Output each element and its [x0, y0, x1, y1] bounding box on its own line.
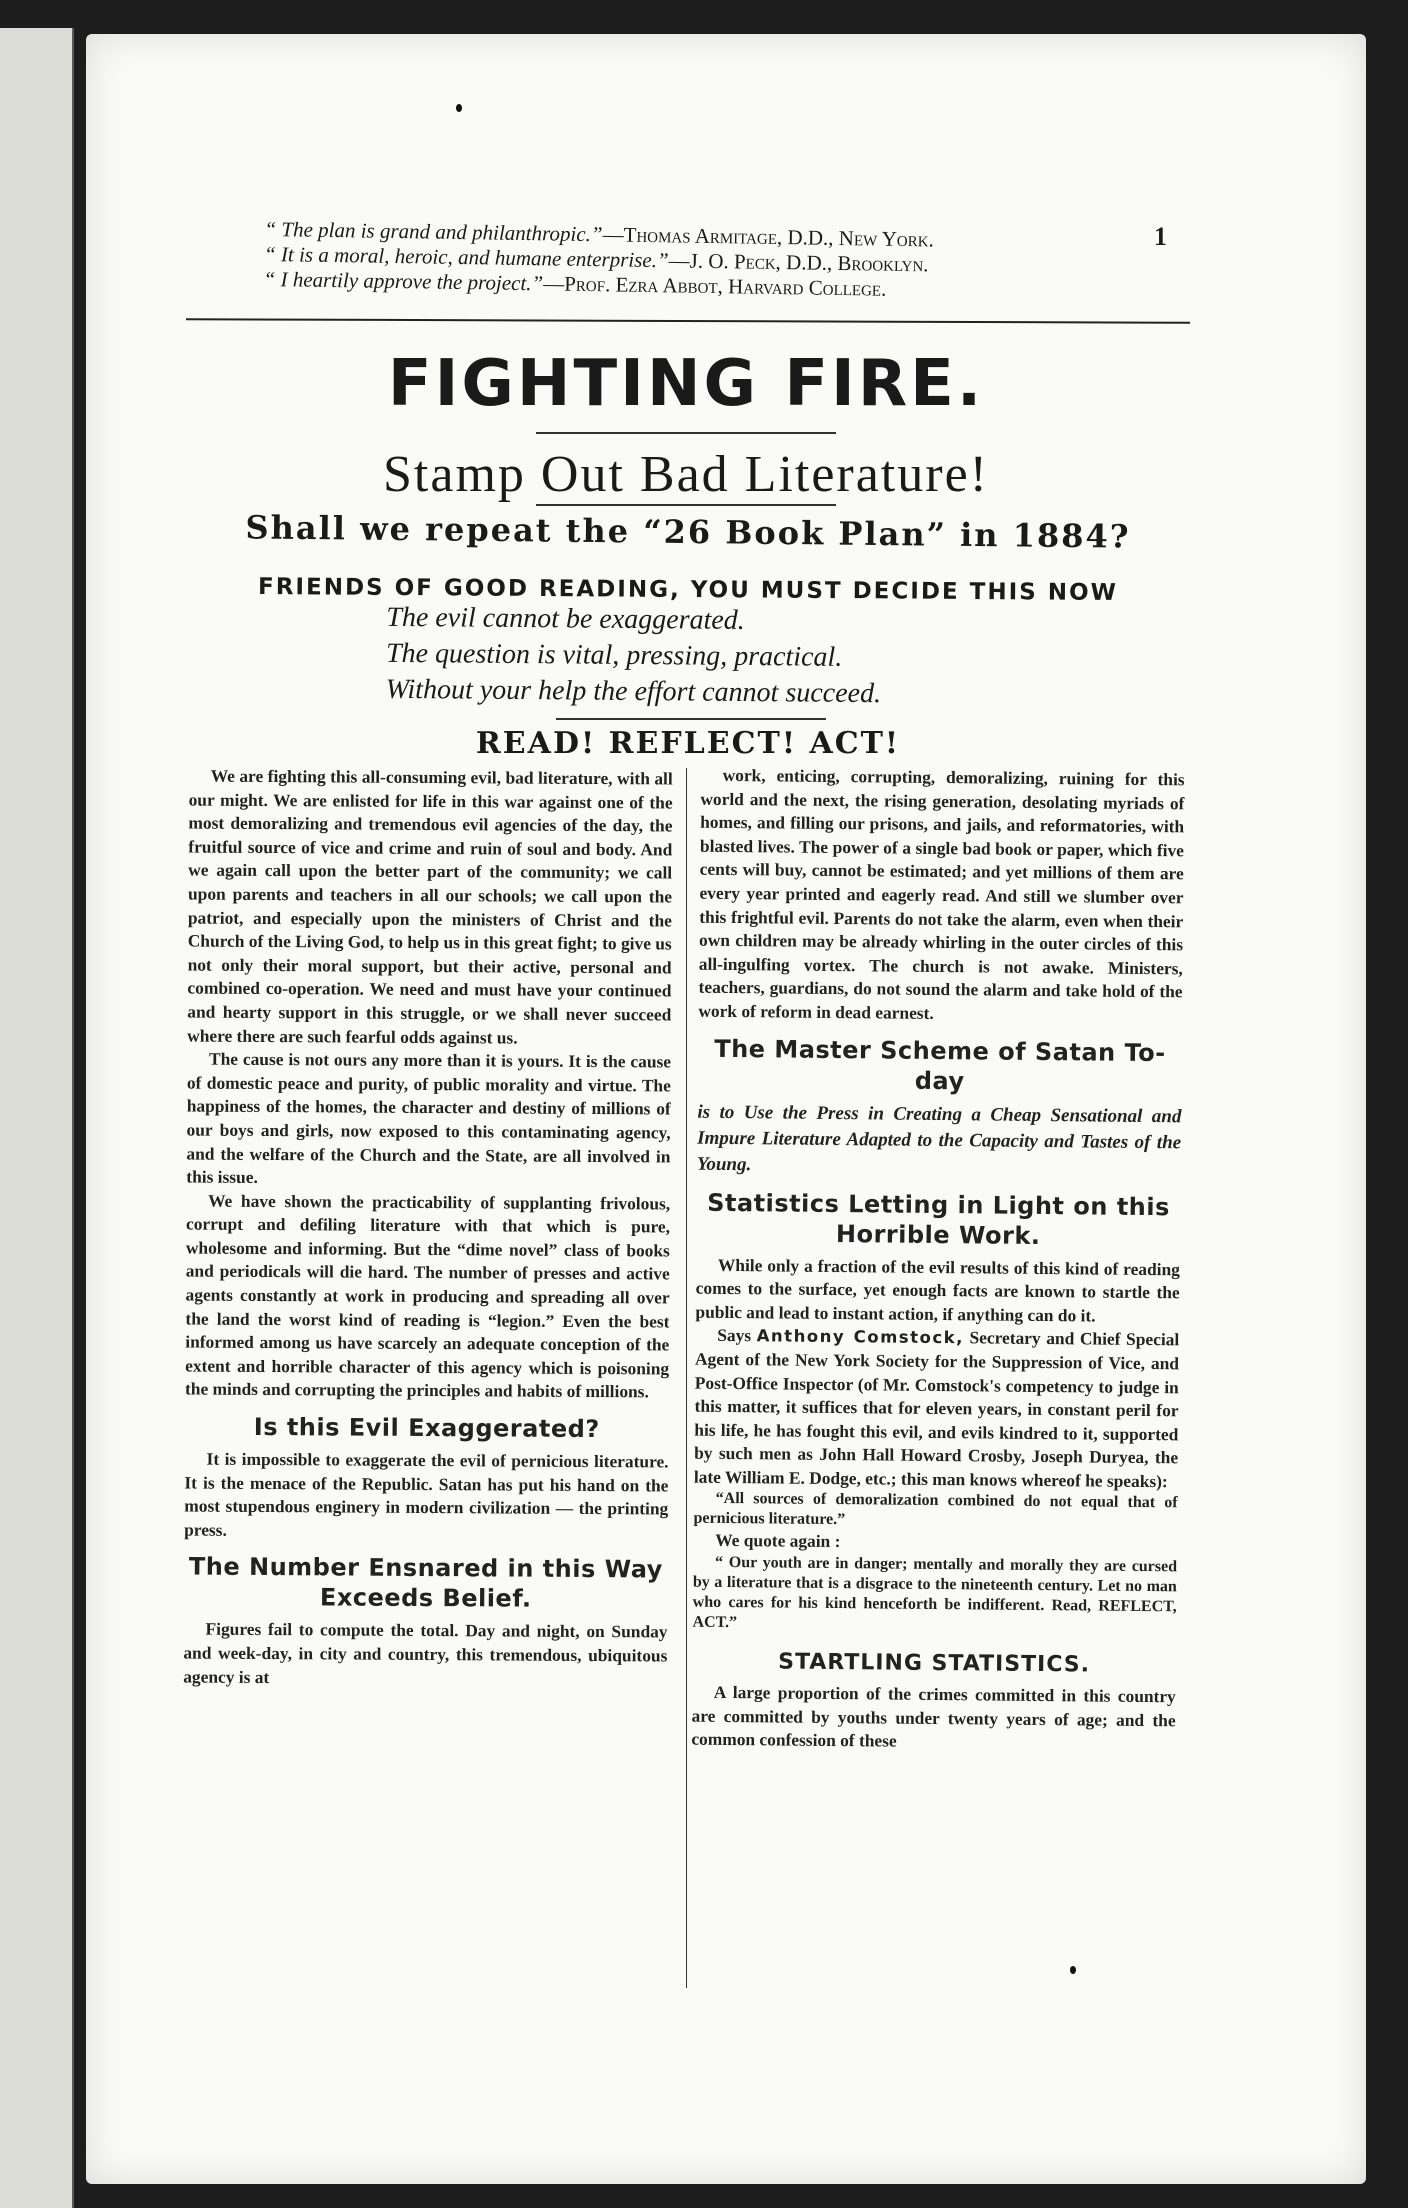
quotation: “All sources of demoralization combined do not equal that of pernicious literature.” — [693, 1490, 1178, 1529]
appeal-rule — [556, 718, 826, 720]
left-column — [183, 765, 673, 1692]
paragraph: While only a fraction of the evil results of this kind of reading comes to the surface, yet enough facts are known to startle the public and lead to instant action, if anything can do it. — [695, 1254, 1181, 1326]
section-heading: The Master Scheme of Satan To-day — [714, 1034, 1166, 1095]
appeal-line: The question is vital, pressing, practical. — [385, 637, 843, 673]
paragraph: A large proportion of the crimes committed in this country are committed by youths under twenty years of age; and the common confession of these — [691, 1681, 1176, 1751]
appeal-lines — [386, 600, 882, 712]
header-rule — [186, 318, 1190, 324]
appeal-line: Without your help the effort cannot succeed. — [385, 673, 882, 710]
subtitle: Stamp Out Bad Literature! — [383, 446, 989, 503]
section-heading: The Number Ensnared in this Way Exceeds Belief. — [188, 1552, 663, 1614]
paragraph: The cause is not ours any more than it is yours. It is the cause of domestic peace and purity, of public morality and virtue. The happiness of the homes, the character and destiny of millions of our boys and girls, now exposed to this contaminating agency, and the welfare of the Church and the State, are all involved in this issue. — [186, 1048, 672, 1188]
appeal-line: The evil cannot be exaggerated. — [386, 601, 745, 636]
person-name: Anthony Comstock, — [756, 1326, 964, 1348]
section-heading: Is this Evil Exaggerated? — [253, 1412, 600, 1444]
endorsement: “ I heartily approve the project.”—Prof. Ezra Abbot, Harvard College. — [263, 266, 887, 301]
paragraph: We are fighting this all-consuming evil, bad literature, with all our might. We are enlisted for life in this war against one of the most demoralizing and tremendous evil agencies of the day, the fruitful source of vice and crime and ruin of soul and body. And we again call upon the better part of the community; we call upon parents and teachers in all our schools; we call upon the patriot, and especially upon the ministers of Christ and the Church of the Living God, to help us in this great fight; to give us not only their moral support, but their active, personal and combined co-operation. We need and must have your continued and hearty support in this struggle, or we shall never succeed where there are such fearful odds against us. — [187, 765, 673, 1048]
paragraph: Figures fail to compute the total. Day and night, on Sunday and week-day, in city and country, this tremendous, ubiquitous agency is at — [183, 1619, 668, 1687]
page-number: 1 — [1154, 222, 1167, 251]
quotation: “ Our youth are in danger; mentally and morally they are cursed by a literature that is a disgrace to the nineteenth century. Let no man who cares for his kind henceforth be indifferent. Read, REFLECT, ACT.” — [692, 1553, 1178, 1632]
paragraph: It is impossible to exaggerate the evil of pernicious literature. It is the menace of the Republic. Satan has put his hand on the most stupendous enginery in modern civilization — the printing press. — [184, 1448, 669, 1540]
endorsement: “ It is a moral, heroic, and humane enterprise.”—J. O. Peck, D.D., Brooklyn. — [263, 241, 929, 277]
italic-statement: is to Use the Press in Creating a Cheap Sensational and Impure Literature Adapted to the Capacity and Tastes of the Young. — [696, 1101, 1182, 1175]
previous-page-edge — [0, 28, 74, 2208]
ink-speck — [1070, 1966, 1076, 1974]
paragraph: We quote again : — [715, 1530, 841, 1552]
subtitle-rule — [536, 504, 836, 506]
read-reflect-act-heading: READ! REFLECT! ACT! — [475, 726, 901, 761]
friends-line: FRIENDS OF GOOD READING, YOU MUST DECIDE THIS NOW — [257, 573, 1119, 607]
document-page — [86, 34, 1366, 2184]
right-column — [691, 764, 1184, 1756]
subtitle-book-plan: Shall we repeat the “26 Book Plan” in 1884? — [245, 508, 1131, 556]
page-title: FIGHTING FIRE. — [387, 347, 985, 421]
section-heading: Statistics Letting in Light on this Horrible Work. — [707, 1188, 1170, 1250]
section-heading: STARTLING STATISTICS. — [778, 1649, 1091, 1678]
title-rule — [536, 432, 836, 434]
ink-speck — [456, 104, 462, 112]
paragraph: work, enticing, corrupting, demoralizing, ruining for this world and the next, the rising generation, desolating myriads of homes, and filling our prisons, and jails, and reformatories, with blasted lives. The power of a single bad book or paper, which five cents will buy, cannot be estimated; and yet millions of them are every year printed and eagerly read. And still we slumber over this frightful evil. Parents do not take the alarm, even when their own children may be already whirling in the outer circles of this all-ingulfing vortex. The church is not awake. Ministers, teachers, guardians, do not sound the alarm and take hold of the work of reform in dead earnest. — [698, 764, 1185, 1023]
paragraph: We have shown the practicability of supplanting frivolous, corrupt and defiling literature with that which is pure, wholesome and informing. But the “dime novel” class of books and periodicals will die hard. The number of presses and active agents constantly at work in producing and spreading all over the land the worst kind of reading is “legion.” Even the best informed among us have scarcely an adequate conception of the extent and horrible character of this agency which is poisoning the minds and corrupting the principles and habits of millions. — [184, 1190, 671, 1402]
endorsements — [263, 217, 1164, 306]
endorsement: “ The plan is grand and philanthropic.”—Thomas Armitage, D.D., New York. — [264, 216, 935, 252]
column-divider — [686, 768, 687, 1988]
paragraph: Says Anthony Comstock, Secretary and Chief Special Agent of the New York Society for the Suppression of Vice, and Post-Office Inspector (of Mr. Comstock's competency to judge in this matter, it suffices that for eleven years, in constant peril for his life, he has fought this evil, and evils kindred to it, supported by such men as John Hall Howard Crosby, Joseph Duryea, the late William E. Dodge, etc.; this man knows whereof he speaks): — [693, 1325, 1180, 1492]
